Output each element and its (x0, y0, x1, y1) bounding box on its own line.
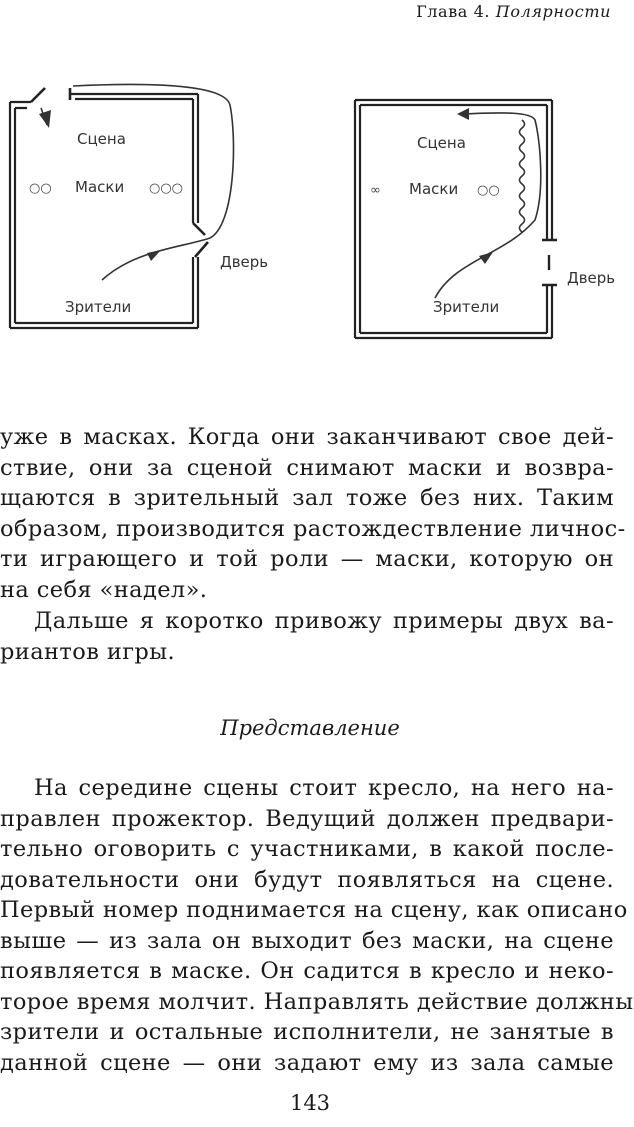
left-arrowhead-top (39, 110, 51, 128)
running-head (416, 2, 611, 21)
right-arrowhead-path (479, 252, 493, 264)
left-arrowhead-path (147, 250, 161, 261)
right-curtain-wave (520, 120, 525, 232)
right-masks-label: Маски (409, 180, 459, 198)
right-wall-right-upper (547, 100, 552, 240)
left-door-leaf-upper-right (193, 223, 205, 235)
running-head-chapter: Глава 4. (416, 2, 491, 21)
right-arrowhead-top (457, 108, 469, 120)
left-wall-right-upper (193, 94, 198, 223)
text-line: правлен прожектор. Ведущий должен предвари- (0, 805, 614, 832)
left-masks-label: Маски (75, 178, 125, 196)
left-door-label: Дверь (220, 253, 269, 271)
left-stage-label: Сцена (77, 130, 126, 148)
left-masks-right-symbols: ○○○ (149, 181, 184, 196)
text-line: уже в масках. Когда они заканчивают свое дей- (0, 424, 614, 450)
text-line: ствие, они за сценой снимают маски и возвра- (0, 454, 614, 481)
section-title: Представление (220, 716, 400, 740)
stage-diagram-right (345, 80, 620, 350)
right-door-label: Дверь (567, 269, 616, 287)
text-line: торое время молчит. Направлять действие должны (0, 988, 634, 1015)
text-line: тельно оговорить с участниками, в какой после- (0, 836, 614, 862)
text-line: щаются в зрительный зал тоже без них. Таким (0, 485, 614, 511)
text-line: появляется в маске. Он садится в кресло и неко- (0, 958, 614, 984)
paragraph-2 (0, 606, 614, 667)
left-door-leaf-top (31, 88, 45, 102)
text-line: довательности они будут появляться на сцене. (0, 866, 614, 893)
left-wall-bottom (10, 323, 198, 328)
right-masks-left-symbols: ∞ (370, 183, 381, 198)
right-wall-left (355, 100, 360, 338)
text-line: риантов игры. (0, 638, 176, 665)
right-wall-top (355, 100, 552, 105)
text-line: Первый номер поднимается на сцену, как описано (0, 897, 628, 923)
stage-diagram-left (5, 80, 269, 350)
running-head-title: Полярности (495, 2, 611, 21)
text-line: на себя «надел». (0, 576, 208, 603)
left-wall-left (10, 102, 15, 328)
left-door-leaf-lower (195, 242, 208, 257)
left-masks-left-symbols: ○○ (29, 181, 52, 196)
right-stage-label: Сцена (417, 134, 466, 152)
text-line: данной сцене — они задают ему из зала самые (0, 1049, 614, 1076)
text-line: образом, производится растождествление личнос- (0, 515, 626, 542)
text-line: Дальше я коротко привожу примеры двух ва- (34, 608, 614, 634)
left-wall-right-lower (193, 257, 198, 328)
paragraph-3 (0, 773, 634, 1078)
right-wall-bottom (355, 333, 552, 338)
right-audience-label: Зрители (433, 298, 500, 316)
text-line: выше — из зала он выходит без маски, на сцене (0, 927, 614, 954)
right-door-marks (542, 240, 557, 285)
paragraph-1 (0, 422, 626, 605)
text-line: зрители и остальные исполнители, не занятые в (0, 1019, 614, 1045)
text-line: ти играющего и той роли — маски, которую он (0, 546, 614, 572)
text-line: На середине сцены стоит кресло, на него на- (34, 775, 614, 801)
right-masks-right-symbols: ○○ (477, 183, 500, 198)
left-wall-top (70, 94, 198, 99)
left-audience-label: Зрители (65, 298, 132, 316)
right-wall-right-lower (547, 285, 552, 338)
page-number: 143 (289, 1091, 331, 1115)
